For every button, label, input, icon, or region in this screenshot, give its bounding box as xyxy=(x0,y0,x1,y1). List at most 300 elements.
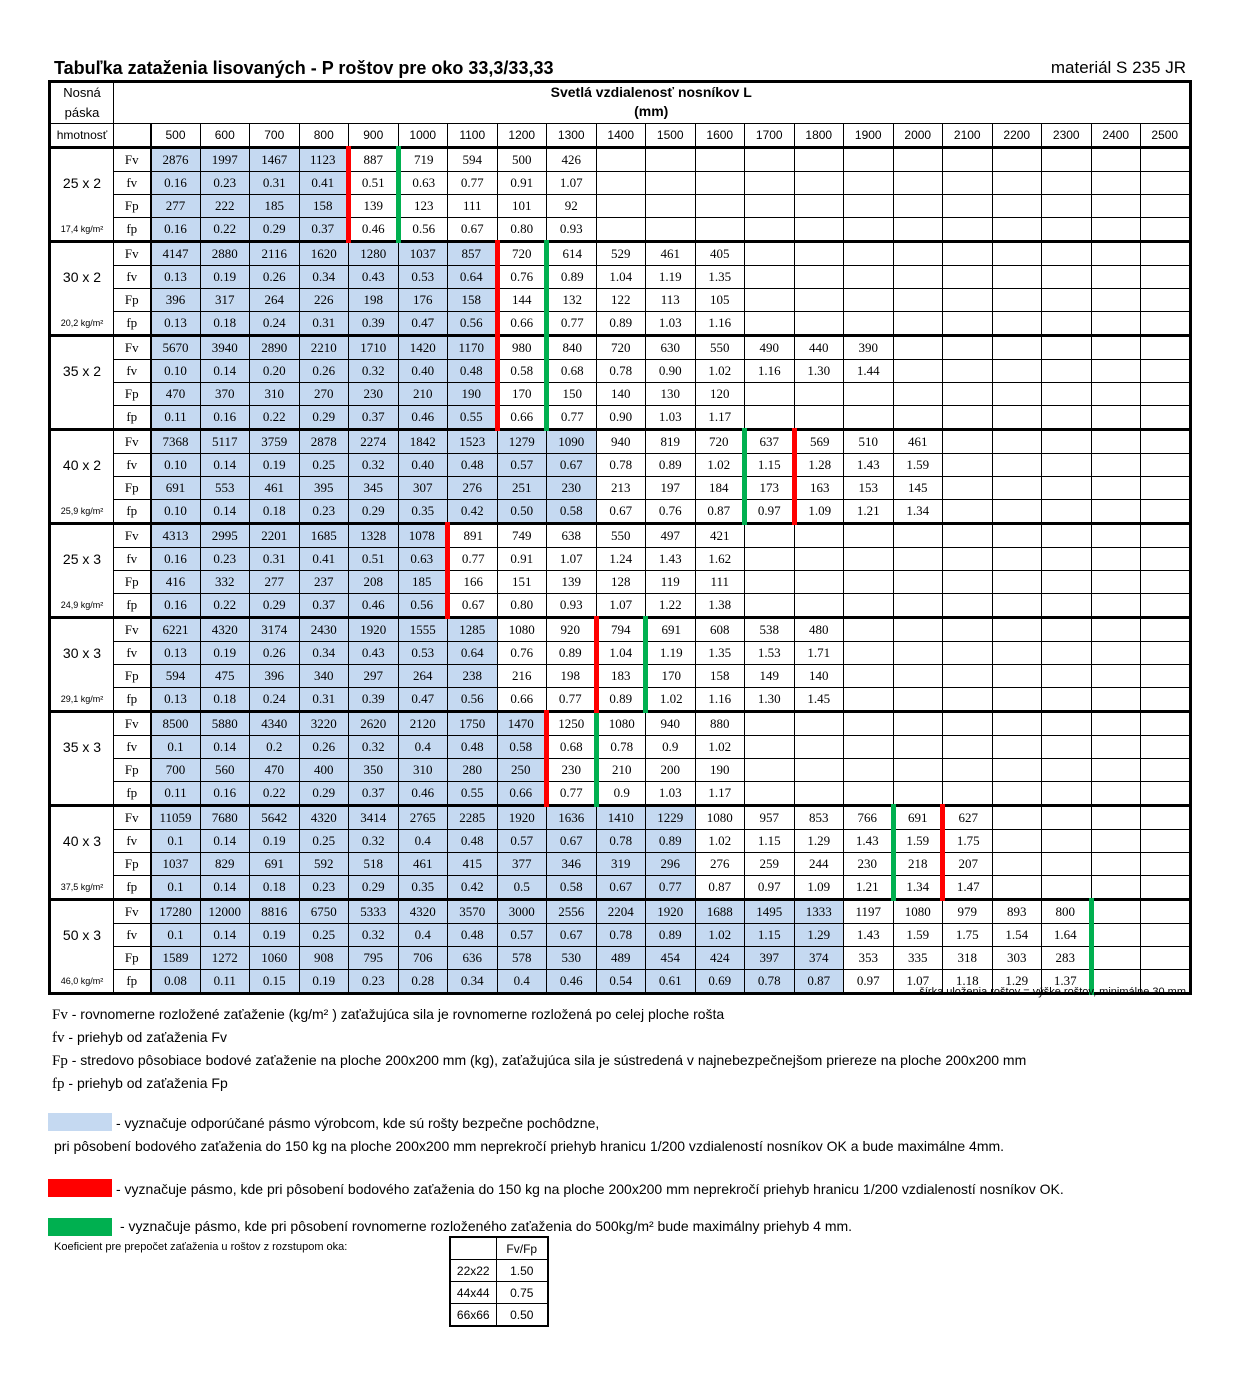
value-cell: 0.93 xyxy=(547,594,597,618)
value-cell: 5670 xyxy=(151,336,201,360)
value-cell: 0.34 xyxy=(299,266,349,289)
coef-mesh: 44x44 xyxy=(450,1282,496,1304)
legend-fv xyxy=(52,1006,724,1024)
coef-value: 1.50 xyxy=(496,1260,548,1282)
value-cell: 0.51 xyxy=(349,172,399,195)
value-cell xyxy=(1091,924,1141,947)
span-header: 2400 xyxy=(1091,124,1141,148)
value-cell: 490 xyxy=(745,336,795,360)
value-cell xyxy=(1091,406,1141,430)
span-header: 700 xyxy=(250,124,300,148)
data-row xyxy=(50,242,1191,266)
value-cell: 2201 xyxy=(250,524,300,548)
value-cell xyxy=(1141,947,1191,970)
value-cell: 140 xyxy=(596,383,646,406)
value-cell xyxy=(1141,853,1191,876)
value-cell: 2876 xyxy=(151,148,201,172)
value-cell xyxy=(596,172,646,195)
value-cell: 2880 xyxy=(200,242,250,266)
value-cell: 1.43 xyxy=(646,548,696,571)
data-row xyxy=(50,454,1191,477)
value-cell xyxy=(992,571,1042,594)
row-label: fv xyxy=(114,924,151,947)
value-cell: 0.9 xyxy=(596,782,646,806)
value-cell: 3220 xyxy=(299,712,349,736)
value-cell xyxy=(1042,876,1092,900)
value-cell: 230 xyxy=(547,759,597,782)
value-cell: 0.18 xyxy=(250,876,300,900)
value-cell: 614 xyxy=(547,242,597,266)
strip-name: 40 x 3 xyxy=(50,830,114,853)
value-cell: 0.11 xyxy=(151,406,201,430)
value-cell xyxy=(1141,759,1191,782)
value-cell: 500 xyxy=(497,148,547,172)
value-cell xyxy=(893,289,943,312)
value-cell xyxy=(1091,454,1141,477)
value-cell xyxy=(1141,876,1191,900)
value-cell xyxy=(992,642,1042,665)
value-cell: 440 xyxy=(794,336,844,360)
strip-name: 30 x 3 xyxy=(50,642,114,665)
value-cell: 5642 xyxy=(250,806,300,830)
value-cell: 857 xyxy=(448,242,498,266)
value-cell: 415 xyxy=(448,853,498,876)
value-cell xyxy=(992,876,1042,900)
value-cell xyxy=(1042,618,1092,642)
value-cell: 0.50 xyxy=(497,500,547,524)
span-row xyxy=(50,124,1191,148)
strip-header-1: Nosná xyxy=(63,85,101,100)
value-cell xyxy=(1141,900,1191,924)
value-cell: 0.53 xyxy=(398,266,448,289)
value-cell xyxy=(1091,618,1141,642)
strip-name: 25 x 3 xyxy=(50,548,114,571)
value-cell: 128 xyxy=(596,571,646,594)
value-cell: 150 xyxy=(547,383,597,406)
value-cell xyxy=(745,406,795,430)
value-cell: 0.28 xyxy=(398,970,448,994)
value-cell: 317 xyxy=(200,289,250,312)
value-cell xyxy=(992,688,1042,712)
value-cell: 0.32 xyxy=(349,736,399,759)
value-cell: 0.32 xyxy=(349,830,399,853)
value-cell: 1.16 xyxy=(745,360,795,383)
value-cell: 270 xyxy=(299,383,349,406)
strip-name: 30 x 2 xyxy=(50,266,114,289)
value-cell: 1.02 xyxy=(695,830,745,853)
strip-weight xyxy=(50,782,114,806)
legend-fp-deflection xyxy=(52,1075,228,1093)
value-cell: 0.35 xyxy=(398,500,448,524)
span-header: 2000 xyxy=(893,124,943,148)
coef-value: 0.75 xyxy=(496,1282,548,1304)
value-cell: 0.77 xyxy=(547,312,597,336)
value-cell: 0.34 xyxy=(299,642,349,665)
row-label: fp xyxy=(114,970,151,994)
value-cell xyxy=(695,195,745,218)
value-cell: 1.15 xyxy=(745,454,795,477)
value-cell: 111 xyxy=(448,195,498,218)
value-cell: 940 xyxy=(596,430,646,454)
value-cell: 1.09 xyxy=(794,876,844,900)
value-cell xyxy=(893,782,943,806)
value-cell: 3174 xyxy=(250,618,300,642)
value-cell: 0.14 xyxy=(200,924,250,947)
value-cell: 405 xyxy=(695,242,745,266)
value-cell: 1470 xyxy=(497,712,547,736)
coef-row xyxy=(450,1282,548,1304)
value-cell xyxy=(1091,312,1141,336)
value-cell: 691 xyxy=(250,853,300,876)
value-cell xyxy=(844,782,894,806)
value-cell xyxy=(794,242,844,266)
strip-empty xyxy=(50,430,114,454)
strip-empty xyxy=(50,665,114,688)
value-cell: 893 xyxy=(992,900,1042,924)
value-cell xyxy=(1141,336,1191,360)
strip-name: 50 x 3 xyxy=(50,924,114,947)
value-cell xyxy=(893,336,943,360)
value-cell: 1555 xyxy=(398,618,448,642)
value-cell: 0.16 xyxy=(151,172,201,195)
value-cell xyxy=(844,548,894,571)
value-cell: 1.35 xyxy=(695,266,745,289)
value-cell: 0.37 xyxy=(299,594,349,618)
value-cell: 0.87 xyxy=(695,876,745,900)
value-cell xyxy=(794,172,844,195)
value-cell: 0.16 xyxy=(151,594,201,618)
value-cell xyxy=(1141,548,1191,571)
value-cell: 0.18 xyxy=(200,312,250,336)
value-cell: 0.35 xyxy=(398,876,448,900)
strip-weight: 46,0 kg/m² xyxy=(50,970,114,994)
value-cell xyxy=(1042,430,1092,454)
value-cell: 2765 xyxy=(398,806,448,830)
strip-name: 40 x 2 xyxy=(50,454,114,477)
value-cell: 608 xyxy=(695,618,745,642)
value-cell xyxy=(943,454,993,477)
value-cell xyxy=(1042,548,1092,571)
value-cell: 0.41 xyxy=(299,548,349,571)
value-cell: 2204 xyxy=(596,900,646,924)
value-cell: 170 xyxy=(646,665,696,688)
value-cell: 11059 xyxy=(151,806,201,830)
value-cell xyxy=(992,454,1042,477)
value-cell: 1.16 xyxy=(695,312,745,336)
value-cell: 230 xyxy=(547,477,597,500)
value-cell: 190 xyxy=(695,759,745,782)
value-cell xyxy=(844,172,894,195)
value-cell xyxy=(893,571,943,594)
value-cell: 1.43 xyxy=(844,454,894,477)
value-cell: 0.76 xyxy=(497,642,547,665)
data-row xyxy=(50,266,1191,289)
value-cell: 395 xyxy=(299,477,349,500)
value-cell: 578 xyxy=(497,947,547,970)
strip-empty xyxy=(50,195,114,218)
span-header: 2300 xyxy=(1042,124,1092,148)
value-cell: 1.19 xyxy=(646,266,696,289)
value-cell: 113 xyxy=(646,289,696,312)
value-cell xyxy=(943,688,993,712)
value-cell: 1.17 xyxy=(695,406,745,430)
value-cell xyxy=(992,665,1042,688)
value-cell xyxy=(1091,830,1141,853)
value-cell xyxy=(1141,642,1191,665)
value-cell xyxy=(992,712,1042,736)
value-cell: 0.19 xyxy=(200,642,250,665)
green-zone-swatch xyxy=(48,1218,112,1236)
value-cell xyxy=(794,594,844,618)
row-label: fp xyxy=(114,218,151,242)
value-cell xyxy=(992,289,1042,312)
value-cell xyxy=(943,642,993,665)
value-cell xyxy=(992,430,1042,454)
span-unit: (mm) xyxy=(634,103,669,119)
value-cell: 0.16 xyxy=(200,782,250,806)
value-cell: 0.29 xyxy=(349,500,399,524)
value-cell xyxy=(1091,477,1141,500)
value-cell: 0.14 xyxy=(200,830,250,853)
value-cell xyxy=(992,360,1042,383)
value-cell: 1.07 xyxy=(893,970,943,994)
value-cell: 1272 xyxy=(200,947,250,970)
value-cell: 276 xyxy=(448,477,498,500)
strip-empty xyxy=(50,524,114,548)
strip-name: 35 x 2 xyxy=(50,360,114,383)
value-cell: 1250 xyxy=(547,712,597,736)
value-cell: 1920 xyxy=(646,900,696,924)
value-cell: 4320 xyxy=(299,806,349,830)
value-cell: 0.56 xyxy=(448,688,498,712)
data-row xyxy=(50,289,1191,312)
value-cell: 0.32 xyxy=(349,360,399,383)
span-header: 800 xyxy=(299,124,349,148)
value-cell: 887 xyxy=(349,148,399,172)
value-cell xyxy=(1141,736,1191,759)
value-cell: 1.34 xyxy=(893,876,943,900)
value-cell: 1.43 xyxy=(844,924,894,947)
value-cell xyxy=(893,172,943,195)
data-row xyxy=(50,360,1191,383)
value-cell: 8500 xyxy=(151,712,201,736)
strip-weight: 37,5 kg/m² xyxy=(50,876,114,900)
row-label: fp xyxy=(114,782,151,806)
coef-header: Fv/Fp xyxy=(496,1237,548,1260)
row-label: Fp xyxy=(114,571,151,594)
value-cell: 1.19 xyxy=(646,642,696,665)
value-cell xyxy=(1042,242,1092,266)
value-cell: 0.78 xyxy=(596,454,646,477)
value-cell: 1.03 xyxy=(646,312,696,336)
span-header: 500 xyxy=(151,124,201,148)
value-cell: 627 xyxy=(943,806,993,830)
value-cell: 120 xyxy=(695,383,745,406)
value-cell: 2210 xyxy=(299,336,349,360)
value-cell: 251 xyxy=(497,477,547,500)
value-cell xyxy=(745,759,795,782)
value-cell: 345 xyxy=(349,477,399,500)
value-cell: 840 xyxy=(547,336,597,360)
value-cell xyxy=(893,148,943,172)
value-cell xyxy=(992,148,1042,172)
value-cell xyxy=(1141,266,1191,289)
value-cell: 238 xyxy=(448,665,498,688)
value-cell: 0.37 xyxy=(349,406,399,430)
value-cell: 1.53 xyxy=(745,642,795,665)
value-cell: 0.67 xyxy=(596,500,646,524)
value-cell: 2285 xyxy=(448,806,498,830)
value-cell: 8816 xyxy=(250,900,300,924)
value-cell: 569 xyxy=(794,430,844,454)
value-cell xyxy=(1042,195,1092,218)
value-cell: 819 xyxy=(646,430,696,454)
span-header: 2100 xyxy=(943,124,993,148)
value-cell: 0.23 xyxy=(299,500,349,524)
value-cell: 1.09 xyxy=(794,500,844,524)
data-row xyxy=(50,830,1191,853)
strip-empty xyxy=(50,148,114,172)
value-cell: 0.16 xyxy=(200,406,250,430)
value-cell: 1.59 xyxy=(893,454,943,477)
value-cell: 184 xyxy=(695,477,745,500)
value-cell: 0.08 xyxy=(151,970,201,994)
value-cell: 0.18 xyxy=(200,688,250,712)
value-cell: 158 xyxy=(695,665,745,688)
strip-empty xyxy=(50,712,114,736)
value-cell: 1328 xyxy=(349,524,399,548)
value-cell: 226 xyxy=(299,289,349,312)
value-cell: 1.62 xyxy=(695,548,745,571)
value-cell: 0.46 xyxy=(398,406,448,430)
value-cell: 0.1 xyxy=(151,924,201,947)
value-cell: 0.63 xyxy=(398,548,448,571)
strip-header-2: páska xyxy=(64,105,100,120)
value-cell: 957 xyxy=(745,806,795,830)
value-cell xyxy=(992,242,1042,266)
data-row xyxy=(50,430,1191,454)
value-cell: 0.11 xyxy=(200,970,250,994)
value-cell: 880 xyxy=(695,712,745,736)
value-cell: 0.26 xyxy=(250,642,300,665)
value-cell: 920 xyxy=(547,618,597,642)
value-cell: 1.30 xyxy=(794,360,844,383)
value-cell: 390 xyxy=(844,336,894,360)
value-cell: 594 xyxy=(448,148,498,172)
legend-text: - rovnomerne rozložené zaťaženie (kg/m² ) zaťažujúca sila je rovnomerne rozložená po celej ploche rošta xyxy=(71,1006,725,1022)
value-cell: 0.37 xyxy=(299,218,349,242)
value-cell: 283 xyxy=(1042,947,1092,970)
value-cell xyxy=(1091,759,1141,782)
value-cell: 1.59 xyxy=(893,924,943,947)
value-cell: 0.24 xyxy=(250,312,300,336)
value-cell: 0.89 xyxy=(646,830,696,853)
value-cell xyxy=(1091,195,1141,218)
value-cell xyxy=(695,218,745,242)
value-cell: 0.22 xyxy=(200,218,250,242)
value-cell: 0.4 xyxy=(398,736,448,759)
value-cell: 153 xyxy=(844,477,894,500)
value-cell: 0.22 xyxy=(200,594,250,618)
value-cell: 1.29 xyxy=(794,830,844,853)
value-cell: 0.29 xyxy=(299,782,349,806)
strip-empty xyxy=(50,336,114,360)
value-cell: 461 xyxy=(646,242,696,266)
value-cell: 377 xyxy=(497,853,547,876)
value-cell xyxy=(1141,571,1191,594)
value-cell xyxy=(745,571,795,594)
value-cell: 3759 xyxy=(250,430,300,454)
value-cell: 0.5 xyxy=(497,876,547,900)
value-cell xyxy=(1042,148,1092,172)
value-cell xyxy=(893,360,943,383)
value-cell: 0.1 xyxy=(151,830,201,853)
value-cell xyxy=(844,594,894,618)
value-cell: 0.4 xyxy=(398,924,448,947)
value-cell xyxy=(1091,688,1141,712)
value-cell xyxy=(1141,454,1191,477)
value-cell: 1920 xyxy=(349,618,399,642)
value-cell: 198 xyxy=(547,665,597,688)
value-cell xyxy=(844,406,894,430)
value-cell: 0.43 xyxy=(349,266,399,289)
value-cell: 1688 xyxy=(695,900,745,924)
value-cell: 0.19 xyxy=(250,830,300,853)
value-cell xyxy=(745,242,795,266)
value-cell: 538 xyxy=(745,618,795,642)
value-cell: 720 xyxy=(695,430,745,454)
value-cell: 0.29 xyxy=(349,876,399,900)
value-cell xyxy=(646,218,696,242)
value-cell: 1.02 xyxy=(695,924,745,947)
value-cell xyxy=(1091,172,1141,195)
value-cell xyxy=(794,266,844,289)
value-cell xyxy=(794,218,844,242)
value-cell: 1.21 xyxy=(844,876,894,900)
value-cell: 1.02 xyxy=(695,454,745,477)
value-cell xyxy=(992,336,1042,360)
value-cell: 510 xyxy=(844,430,894,454)
value-cell xyxy=(992,759,1042,782)
value-cell: 1.75 xyxy=(943,830,993,853)
value-cell: 461 xyxy=(250,477,300,500)
value-cell xyxy=(893,406,943,430)
value-cell xyxy=(1141,430,1191,454)
value-cell: 0.78 xyxy=(596,360,646,383)
value-cell: 1842 xyxy=(398,430,448,454)
value-cell: 691 xyxy=(151,477,201,500)
coef-header-empty xyxy=(450,1237,496,1260)
value-cell xyxy=(794,148,844,172)
value-cell: 1080 xyxy=(497,618,547,642)
value-cell: 1920 xyxy=(497,806,547,830)
value-cell: 1080 xyxy=(893,900,943,924)
value-cell: 1.03 xyxy=(646,406,696,430)
value-cell: 0.48 xyxy=(448,736,498,759)
value-cell xyxy=(943,218,993,242)
value-cell xyxy=(1141,924,1191,947)
strip-empty xyxy=(50,947,114,970)
value-cell: 1685 xyxy=(299,524,349,548)
value-cell xyxy=(1141,172,1191,195)
blue-zone-text-2: pri pôsobení bodového zaťaženia do 150 kg na ploche 200x200 mm neprekročí priehyb hranicu 1/200 vzdialeností nosníkov OK a bude maximálne 4mm. xyxy=(54,1138,1005,1154)
value-cell xyxy=(1141,218,1191,242)
value-cell: 208 xyxy=(349,571,399,594)
value-cell: 296 xyxy=(646,853,696,876)
value-cell xyxy=(1042,312,1092,336)
strip-empty xyxy=(50,383,114,406)
value-cell: 794 xyxy=(596,618,646,642)
